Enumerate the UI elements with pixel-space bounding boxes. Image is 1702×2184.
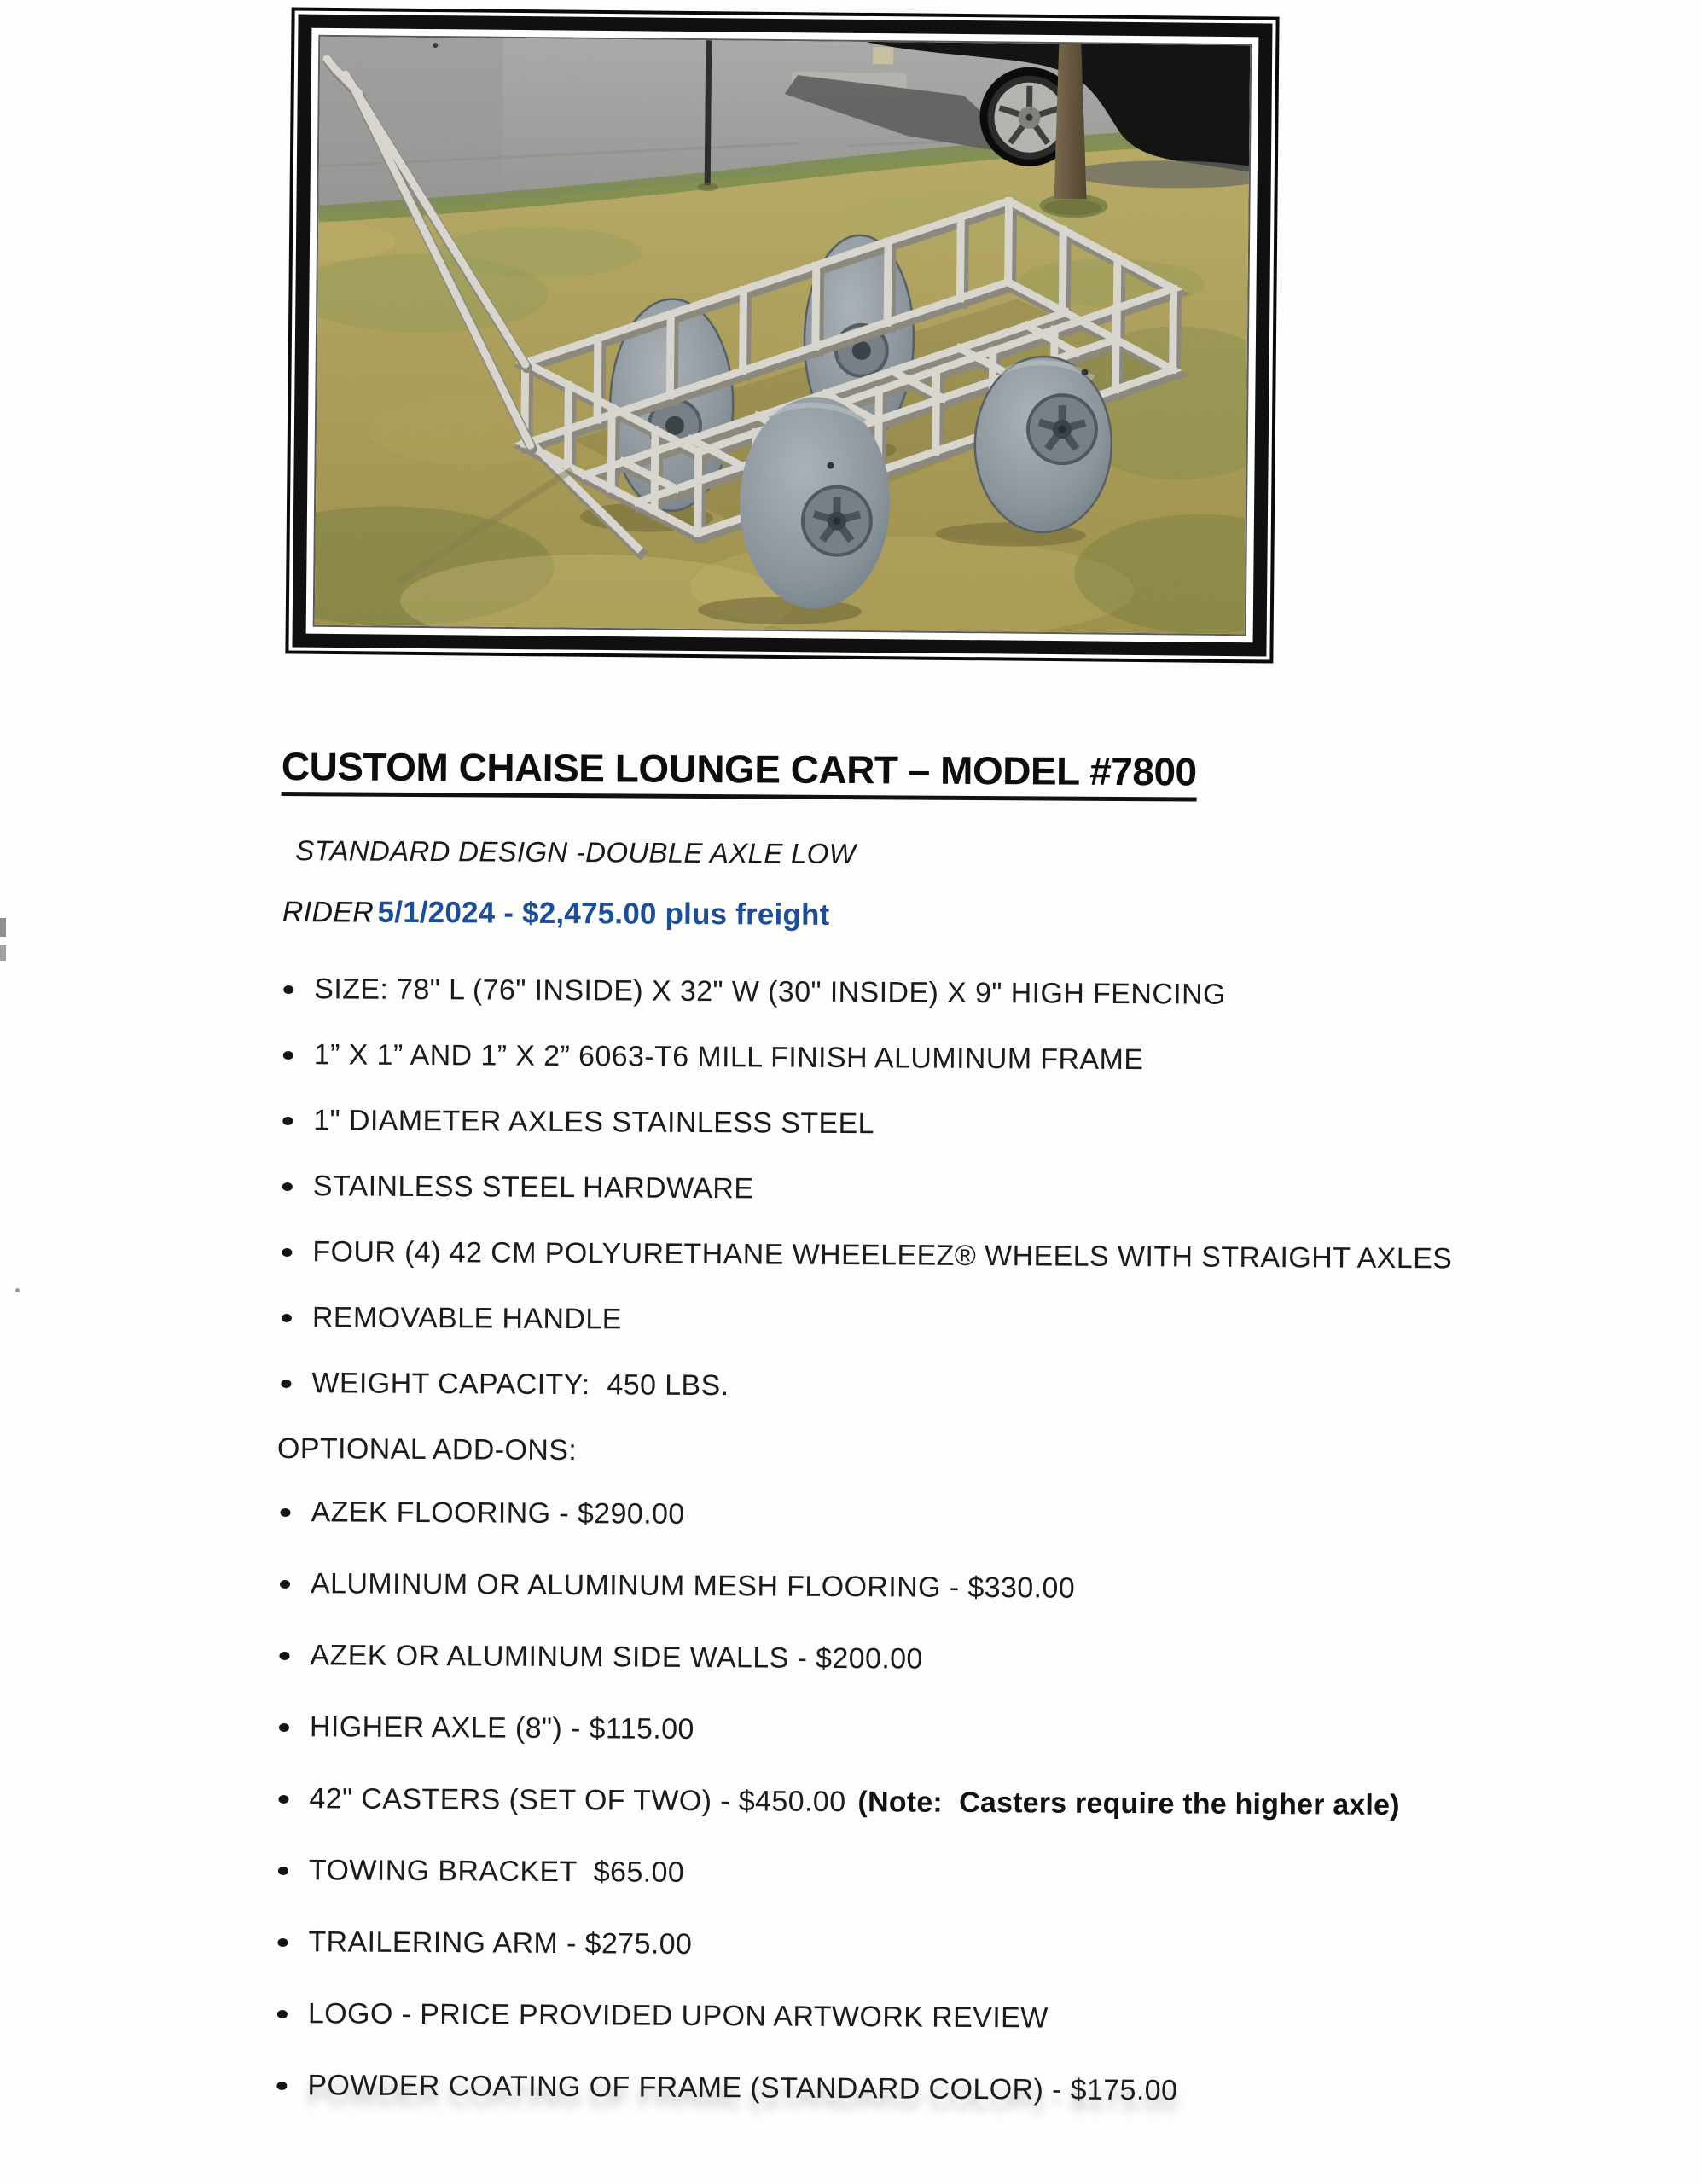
addon-note: (Note: Casters require the higher axle): [857, 1785, 1400, 1821]
scan-speck: [15, 1288, 20, 1292]
spec-sheet: [273, 745, 1502, 2146]
rider-label: RIDER: [282, 895, 375, 929]
bullet-icon: [282, 1314, 292, 1322]
bullet-icon: [276, 2082, 287, 2090]
product-photo-frame: [285, 7, 1279, 663]
bullet-icon: [283, 985, 293, 994]
spec-item: SIZE: 78" L (76" INSIDE) X 32" W (30" INSIDE) X 9" HIGH FENCING: [283, 971, 1500, 1014]
addon-item: TOWING BRACKET $65.00: [278, 1852, 1495, 1902]
bullet-icon: [278, 1795, 288, 1804]
bullet-icon: [282, 1248, 292, 1257]
addon-item: AZEK OR ALUMINUM SIDE WALLS - $200.00: [279, 1637, 1496, 1687]
product-photo: [315, 37, 1251, 634]
addon-item: AZEK FLOORING - $290.00: [280, 1494, 1496, 1543]
scan-edge-mark: [0, 918, 6, 937]
photo-inner-border: [313, 35, 1252, 636]
addon-item: TRAILERING ARM - $275.00: [277, 1924, 1494, 1973]
bullet-icon: [283, 1051, 293, 1060]
page-title: CUSTOM CHAISE LOUNGE CART – MODEL #7800: [282, 745, 1502, 796]
bullet-icon: [277, 2010, 288, 2018]
addon-item: 42" CASTERS (SET OF TWO) - $450.00 (Note: Casters require the higher axle): [278, 1780, 1495, 1830]
spec-item: STAINLESS STEEL HARDWARE: [282, 1168, 1499, 1211]
design-line: STANDARD DESIGN -DOUBLE AXLE LOW: [295, 834, 857, 869]
addons-heading: OPTIONAL ADD-ONS:: [276, 1432, 578, 1467]
bullet-icon: [282, 1182, 293, 1191]
bullet-icon: [281, 1380, 291, 1388]
photo-matte: [292, 15, 1272, 657]
spec-item: 1” X 1” AND 1” X 2” 6063-T6 MILL FINISH ALUMINUM FRAME: [283, 1037, 1500, 1080]
rider-price-line: [282, 893, 1501, 944]
rider-price: 5/1/2024 - $2,475.00 plus freight: [377, 895, 830, 932]
addon-item: LOGO - PRICE PROVIDED UPON ARTWORK REVIEW: [277, 1995, 1494, 2045]
spec-item: WEIGHT CAPACITY: 450 LBS.: [281, 1365, 1497, 1409]
bullet-icon: [278, 1867, 288, 1875]
spec-item: REMOVABLE HANDLE: [282, 1299, 1498, 1343]
bullet-icon: [277, 1938, 288, 1947]
bullet-icon: [279, 1652, 289, 1660]
spec-item: FOUR (4) 42 CM POLYURETHANE WHEELEEZ® WHEELS WITH STRAIGHT AXLES: [282, 1234, 1498, 1277]
bullet-icon: [279, 1723, 289, 1732]
addon-item: HIGHER AXLE (8") - $115.00: [279, 1709, 1496, 1758]
spec-list: [277, 971, 1500, 1409]
addon-item: ALUMINUM OR ALUMINUM MESH FLOORING - $330.00: [280, 1565, 1496, 1615]
bullet-icon: [282, 1117, 293, 1125]
bullet-icon: [280, 1580, 290, 1589]
scan-edge-mark: [0, 945, 6, 961]
spec-item: 1" DIAMETER AXLES STAINLESS STEEL: [282, 1102, 1499, 1146]
bullet-icon: [280, 1508, 290, 1517]
addon-list: [273, 1493, 1496, 2116]
addon-item: POWDER COATING OF FRAME (STANDARD COLOR) - $175.00: [276, 2067, 1493, 2117]
